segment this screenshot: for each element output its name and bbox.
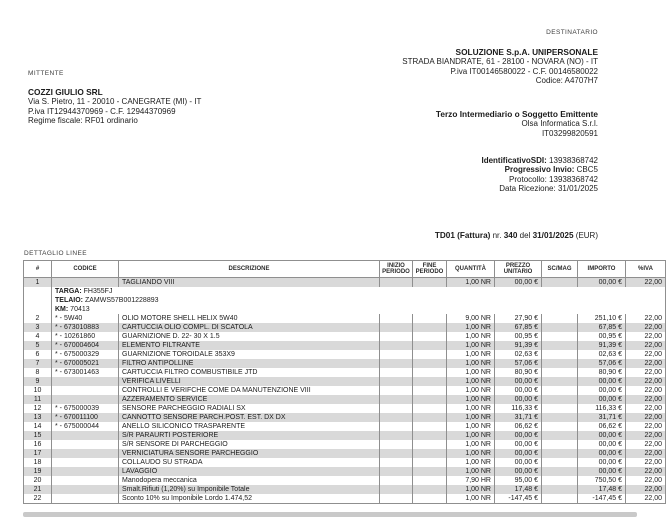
mittente-address: Via S. Pietro, 11 - 20010 - CANEGRATE (MI) - IT <box>28 97 202 107</box>
cell-amt: 67,85 € <box>578 323 626 332</box>
destinatario-label: DESTINATARIO <box>546 29 598 36</box>
cell-num: 11 <box>24 395 52 404</box>
cell-fin <box>413 476 447 485</box>
cell-price: 00,00 € <box>495 431 542 440</box>
cell-ini <box>380 449 413 458</box>
cell-num: 16 <box>24 440 52 449</box>
cell-qty: 1,00 NR <box>447 485 495 494</box>
col-header-prezzo-unitario: PREZZO UNITARIO <box>495 261 542 278</box>
col-header-importo: IMPORTO <box>578 261 626 278</box>
cell-amt: 00,00 € <box>578 278 626 288</box>
cell-desc: CARTUCCIA OLIO COMPL. DI SCATOLA <box>119 323 380 332</box>
cell-qty: 1,00 NR <box>447 386 495 395</box>
sdi-protocollo-value: 13938368742 <box>549 174 598 184</box>
cell-num: 3 <box>24 323 52 332</box>
terzo-name: Olsa Informatica S.r.l. <box>521 119 598 129</box>
mittente-name: COZZI GIULIO SRL <box>28 87 103 97</box>
table-row <box>24 323 666 332</box>
sdi-progressivo-label: Progressivo Invio: <box>504 165 575 175</box>
cell-code: * - 670004604 <box>52 341 119 350</box>
cell-ini <box>380 350 413 359</box>
cell-price: 17,48 € <box>495 485 542 494</box>
cell-code <box>52 278 119 288</box>
cell-fin <box>413 386 447 395</box>
cell-iva: 22,00 <box>626 440 666 449</box>
sdi-progressivo <box>481 165 598 174</box>
cell-qty: 1,00 NR <box>447 422 495 431</box>
cell-code: * - 673010883 <box>52 323 119 332</box>
col-header-num: # <box>24 261 52 278</box>
cell-amt: 00,00 € <box>578 386 626 395</box>
cell-ini <box>380 341 413 350</box>
cell-price: -147,45 € <box>495 494 542 504</box>
cell-iva: 22,00 <box>626 476 666 485</box>
cell-iva: 22,00 <box>626 395 666 404</box>
cell-fin <box>413 494 447 504</box>
cell-ini <box>380 332 413 341</box>
cell-iva: 22,00 <box>626 485 666 494</box>
cell-fin <box>413 467 447 476</box>
cell-amt: 80,90 € <box>578 368 626 377</box>
document-currency: (EUR) <box>575 231 598 240</box>
cell-num: 20 <box>24 476 52 485</box>
cell-ini <box>380 485 413 494</box>
table-row <box>24 449 666 458</box>
cell-amt: 00,00 € <box>578 467 626 476</box>
cell-amt: 00,00 € <box>578 458 626 467</box>
cell-code <box>52 449 119 458</box>
cell-ini <box>380 458 413 467</box>
cell-amt: 06,62 € <box>578 422 626 431</box>
cell-sc <box>542 314 578 323</box>
sdi-identificativo-label: IdentificativoSDI: <box>481 156 547 165</box>
cell-ini <box>380 422 413 431</box>
cell-desc: S/R PARAURTI POSTERIORE <box>119 431 380 440</box>
cell-num: 14 <box>24 422 52 431</box>
cell-fin <box>413 332 447 341</box>
cell-price: 67,85 € <box>495 323 542 332</box>
cell-ini <box>380 413 413 422</box>
cell-price: 116,33 € <box>495 404 542 413</box>
cell-iva: 22,00 <box>626 350 666 359</box>
col-header-sc-mag: SC/MAG <box>542 261 578 278</box>
mittente-block <box>28 88 201 125</box>
cell-sc <box>542 458 578 467</box>
cell-desc: ELEMENTO FILTRANTE <box>119 341 380 350</box>
sdi-progressivo-value: CBC5 <box>576 165 598 175</box>
cell-sc <box>542 404 578 413</box>
cell-desc: COLLAUDO SU STRADA <box>119 458 380 467</box>
table-row <box>24 467 666 476</box>
cell-qty: 1,00 NR <box>447 440 495 449</box>
cell-sc <box>542 323 578 332</box>
table-row <box>24 350 666 359</box>
cell-qty: 1,00 NR <box>447 278 495 288</box>
cell-num: 9 <box>24 377 52 386</box>
table-row <box>24 494 666 504</box>
cell-desc: GUARNIZIONE D. 22- 30 X 1.5 <box>119 332 380 341</box>
destinatario-block <box>402 48 598 85</box>
cell-ini <box>380 476 413 485</box>
col-header-iva: %IVA <box>626 261 666 278</box>
cell-iva: 22,00 <box>626 323 666 332</box>
table-row <box>24 413 666 422</box>
cell-code: * - 673001463 <box>52 368 119 377</box>
cell-num: 2 <box>24 314 52 323</box>
cell-desc: CONTROLLI E VERIFCHE COME DA MANUTENZIONE VIII <box>119 386 380 395</box>
cell-fin <box>413 395 447 404</box>
cell-fin <box>413 359 447 368</box>
cell-amt: 00,00 € <box>578 395 626 404</box>
table-row <box>24 440 666 449</box>
table-row <box>24 404 666 413</box>
cell-num: 18 <box>24 458 52 467</box>
cell-sc <box>542 359 578 368</box>
line-items-header <box>24 261 666 278</box>
table-row <box>24 395 666 404</box>
table-row <box>24 485 666 494</box>
cell-desc: LAVAGGIO <box>119 467 380 476</box>
cell-desc: Smalt.Rifiuti (1,20%) su Imponibile Totale <box>119 485 380 494</box>
cell-amt: 31,71 € <box>578 413 626 422</box>
mittente-regime: Regime fiscale: RF01 ordinario <box>28 115 138 125</box>
cell-iva: 22,00 <box>626 386 666 395</box>
document-date: 31/01/2025 <box>532 231 574 240</box>
cell-qty: 1,00 NR <box>447 341 495 350</box>
cell-qty: 1,00 NR <box>447 350 495 359</box>
cell-price: 31,71 € <box>495 413 542 422</box>
cell-amt: 00,00 € <box>578 431 626 440</box>
cell-amt: 00,95 € <box>578 332 626 341</box>
cell-code <box>52 485 119 494</box>
cell-num <box>24 287 52 314</box>
cell-iva: 22,00 <box>626 314 666 323</box>
cell-fin <box>413 431 447 440</box>
cell-iva: 22,00 <box>626 332 666 341</box>
cell-sc <box>542 341 578 350</box>
cell-ini <box>380 359 413 368</box>
cell-qty: 9,00 NR <box>447 314 495 323</box>
cell-fin <box>413 323 447 332</box>
cell-code: * - 675000044 <box>52 422 119 431</box>
cell-code <box>52 494 119 504</box>
cell-fin <box>413 341 447 350</box>
cell-price: 91,39 € <box>495 341 542 350</box>
cell-ini <box>380 278 413 288</box>
cell-sc <box>542 386 578 395</box>
table-row <box>24 278 666 288</box>
cell-qty: 1,00 NR <box>447 458 495 467</box>
cell-num: 13 <box>24 413 52 422</box>
vehicle-info-cell <box>52 287 666 314</box>
cell-code <box>52 476 119 485</box>
cell-sc <box>542 368 578 377</box>
cell-amt: 00,00 € <box>578 377 626 386</box>
table-row <box>24 359 666 368</box>
cell-code: * - 675000039 <box>52 404 119 413</box>
cell-iva: 22,00 <box>626 449 666 458</box>
cell-qty: 1,00 NR <box>447 332 495 341</box>
cell-code <box>52 377 119 386</box>
cell-amt: 91,39 € <box>578 341 626 350</box>
cell-sc <box>542 332 578 341</box>
table-row <box>24 386 666 395</box>
cell-sc <box>542 377 578 386</box>
cell-num: 22 <box>24 494 52 504</box>
cell-price: 06,62 € <box>495 422 542 431</box>
cell-ini <box>380 431 413 440</box>
cell-desc: Manodopera meccanica <box>119 476 380 485</box>
col-header-descrizione: DESCRIZIONE <box>119 261 380 278</box>
cell-ini <box>380 314 413 323</box>
destinatario-name: SOLUZIONE S.p.A. UNIPERSONALE <box>455 47 598 57</box>
cell-num: 10 <box>24 386 52 395</box>
cell-num: 12 <box>24 404 52 413</box>
terzo-intermediario-block <box>436 110 598 138</box>
cell-ini <box>380 377 413 386</box>
cell-price: 02,63 € <box>495 350 542 359</box>
vehicle-info-row <box>24 287 666 314</box>
cell-amt: 02,63 € <box>578 350 626 359</box>
cell-iva: 22,00 <box>626 422 666 431</box>
table-row <box>24 368 666 377</box>
table-row <box>24 422 666 431</box>
table-row <box>24 476 666 485</box>
cell-desc: ANELLO SILICONICO TRASPARENTE <box>119 422 380 431</box>
cell-iva: 22,00 <box>626 404 666 413</box>
document-nr-label: nr. <box>492 231 502 240</box>
cell-ini <box>380 404 413 413</box>
cell-amt: 17,48 € <box>578 485 626 494</box>
cell-amt: 750,50 € <box>578 476 626 485</box>
cell-sc <box>542 278 578 288</box>
cell-ini <box>380 395 413 404</box>
dettaglio-linee-label: DETTAGLIO LINEE <box>24 250 87 257</box>
sdi-identificativo-value: 13938368742 <box>549 156 598 165</box>
table-row <box>24 314 666 323</box>
col-header-quantita: QUANTITÀ <box>447 261 495 278</box>
cell-amt: 00,00 € <box>578 449 626 458</box>
cell-fin <box>413 350 447 359</box>
cell-code: * - 670011100 <box>52 413 119 422</box>
sdi-protocollo <box>481 175 598 184</box>
sdi-ricezione <box>481 184 598 193</box>
cell-sc <box>542 467 578 476</box>
cell-qty: 1,00 NR <box>447 431 495 440</box>
table-row <box>24 458 666 467</box>
sdi-identificativo <box>481 156 598 165</box>
cell-price: 57,06 € <box>495 359 542 368</box>
cell-fin <box>413 368 447 377</box>
cell-ini <box>380 386 413 395</box>
line-items-table <box>23 260 666 504</box>
terzo-vat: IT03299820591 <box>541 128 598 138</box>
cell-amt: 251,10 € <box>578 314 626 323</box>
cell-qty: 1,00 NR <box>447 395 495 404</box>
cell-fin <box>413 413 447 422</box>
vehicle-info-line: TELAIO: ZAMWS57B001228893 <box>55 297 159 304</box>
cell-price: 00,00 € <box>495 278 542 288</box>
col-header-fine-periodo: FINE PERIODO <box>413 261 447 278</box>
cell-iva: 22,00 <box>626 368 666 377</box>
col-header-inizio-periodo: INIZIO PERIODO <box>380 261 413 278</box>
cell-code <box>52 467 119 476</box>
destinatario-address: STRADA BIANDRATE, 61 - 28100 - NOVARA (NO) - IT <box>402 57 598 67</box>
cell-price: 00,00 € <box>495 458 542 467</box>
cell-desc: Sconto 10% su Imponibile Lordo 1.474,52 <box>119 494 380 504</box>
cell-num: 8 <box>24 368 52 377</box>
cell-qty: 1,00 NR <box>447 359 495 368</box>
cell-num: 4 <box>24 332 52 341</box>
cell-sc <box>542 395 578 404</box>
cell-amt: -147,45 € <box>578 494 626 504</box>
cell-sc <box>542 431 578 440</box>
cell-code: * - 5W40 <box>52 314 119 323</box>
table-row <box>24 377 666 386</box>
cell-qty: 1,00 NR <box>447 467 495 476</box>
cell-code <box>52 440 119 449</box>
table-row <box>24 431 666 440</box>
cell-fin <box>413 314 447 323</box>
cell-price: 00,00 € <box>495 449 542 458</box>
cell-sc <box>542 422 578 431</box>
cell-sc <box>542 413 578 422</box>
cell-desc: OLIO MOTORE SHELL HELIX 5W40 <box>119 314 380 323</box>
cell-price: 95,00 € <box>495 476 542 485</box>
cell-qty: 1,00 NR <box>447 404 495 413</box>
cell-num: 15 <box>24 431 52 440</box>
cell-qty: 1,00 NR <box>447 413 495 422</box>
cell-amt: 116,33 € <box>578 404 626 413</box>
cell-qty: 1,00 NR <box>447 494 495 504</box>
line-items-rows <box>24 278 666 504</box>
destinatario-fiscal: P.iva IT00146580022 - C.F. 00146580022 <box>450 66 598 76</box>
cell-code: * - 10261860 <box>52 332 119 341</box>
cell-desc: TAGLIANDO VIII <box>119 278 380 288</box>
cell-iva: 22,00 <box>626 458 666 467</box>
cell-sc <box>542 476 578 485</box>
cell-price: 00,00 € <box>495 395 542 404</box>
cell-desc: GUARNIZIONE TOROIDALE 353X9 <box>119 350 380 359</box>
cell-fin <box>413 458 447 467</box>
cell-fin <box>413 404 447 413</box>
cell-code <box>52 386 119 395</box>
cell-num: 17 <box>24 449 52 458</box>
cell-iva: 22,00 <box>626 359 666 368</box>
cell-num: 21 <box>24 485 52 494</box>
cell-ini <box>380 440 413 449</box>
cell-desc: VERIFICA LIVELLI <box>119 377 380 386</box>
cell-desc: SENSORE PARCHEGGIO RADIALI SX <box>119 404 380 413</box>
col-header-codice: CODICE <box>52 261 119 278</box>
cell-ini <box>380 368 413 377</box>
cell-amt: 00,00 € <box>578 440 626 449</box>
cell-ini <box>380 494 413 504</box>
cell-iva: 22,00 <box>626 494 666 504</box>
destinatario-code: Codice: A4707H7 <box>535 75 598 85</box>
cell-qty: 1,00 NR <box>447 377 495 386</box>
document-type-line <box>435 231 598 240</box>
mittente-fiscal: P.iva IT12944370969 - C.F. 12944370969 <box>28 106 176 116</box>
cell-fin <box>413 377 447 386</box>
sdi-block <box>481 156 598 193</box>
cell-sc <box>542 449 578 458</box>
sdi-ricezione-value: 31/01/2025 <box>557 183 598 193</box>
vehicle-info-line: KM: 70413 <box>55 306 90 313</box>
cell-price: 80,90 € <box>495 368 542 377</box>
document-del-label: del <box>519 231 531 240</box>
cell-qty: 1,00 NR <box>447 449 495 458</box>
cell-num: 5 <box>24 341 52 350</box>
cell-ini <box>380 467 413 476</box>
cell-iva: 22,00 <box>626 341 666 350</box>
cell-code: * - 670005021 <box>52 359 119 368</box>
cell-fin <box>413 278 447 288</box>
cell-fin <box>413 449 447 458</box>
cell-price: 00,00 € <box>495 467 542 476</box>
cell-num: 1 <box>24 278 52 288</box>
cell-desc: CANNOTTO SENSORE PARCH.POST. EST. DX DX <box>119 413 380 422</box>
cell-iva: 22,00 <box>626 278 666 288</box>
sdi-ricezione-label: Data Ricezione: <box>499 183 556 193</box>
mittente-label: MITTENTE <box>28 70 64 77</box>
cell-amt: 57,06 € <box>578 359 626 368</box>
cell-fin <box>413 485 447 494</box>
vehicle-info-line: TARGA: FH355FJ <box>55 288 113 295</box>
cell-num: 6 <box>24 350 52 359</box>
cell-sc <box>542 440 578 449</box>
cell-price: 00,00 € <box>495 386 542 395</box>
cell-num: 19 <box>24 467 52 476</box>
cell-desc: FILTRO ANTIPOLLINE <box>119 359 380 368</box>
cell-iva: 22,00 <box>626 413 666 422</box>
cell-ini <box>380 323 413 332</box>
cell-price: 27,90 € <box>495 314 542 323</box>
cell-qty: 1,00 NR <box>447 323 495 332</box>
cell-desc: VERNICIATURA SENSORE PARCHEGGIO <box>119 449 380 458</box>
cell-code <box>52 431 119 440</box>
sdi-protocollo-label: Protocollo: <box>509 174 547 184</box>
cell-sc <box>542 350 578 359</box>
cell-qty: 7,90 HR <box>447 476 495 485</box>
cell-iva: 22,00 <box>626 431 666 440</box>
cell-price: 00,00 € <box>495 440 542 449</box>
cell-desc: AZZERAMENTO SERVICE <box>119 395 380 404</box>
cell-code: * - 675000329 <box>52 350 119 359</box>
cell-sc <box>542 485 578 494</box>
cell-iva: 22,00 <box>626 377 666 386</box>
cell-qty: 1,00 NR <box>447 368 495 377</box>
cell-price: 00,95 € <box>495 332 542 341</box>
cell-fin <box>413 440 447 449</box>
cell-price: 00,00 € <box>495 377 542 386</box>
table-row <box>24 341 666 350</box>
cell-code <box>52 395 119 404</box>
table-row <box>24 332 666 341</box>
cell-desc: S/R SENSORE DI PARCHEGGIO <box>119 440 380 449</box>
document-number: 340 <box>503 231 518 240</box>
cell-code <box>52 458 119 467</box>
document-type: TD01 (Fattura) <box>434 231 491 240</box>
terzo-title: Terzo Intermediario o Soggetto Emittente <box>435 109 598 119</box>
cell-fin <box>413 422 447 431</box>
next-section-top-edge <box>23 512 637 517</box>
cell-num: 7 <box>24 359 52 368</box>
cell-iva: 22,00 <box>626 467 666 476</box>
cell-sc <box>542 494 578 504</box>
cell-desc: CARTUCCIA FILTRO COMBUSTIBILE JTD <box>119 368 380 377</box>
